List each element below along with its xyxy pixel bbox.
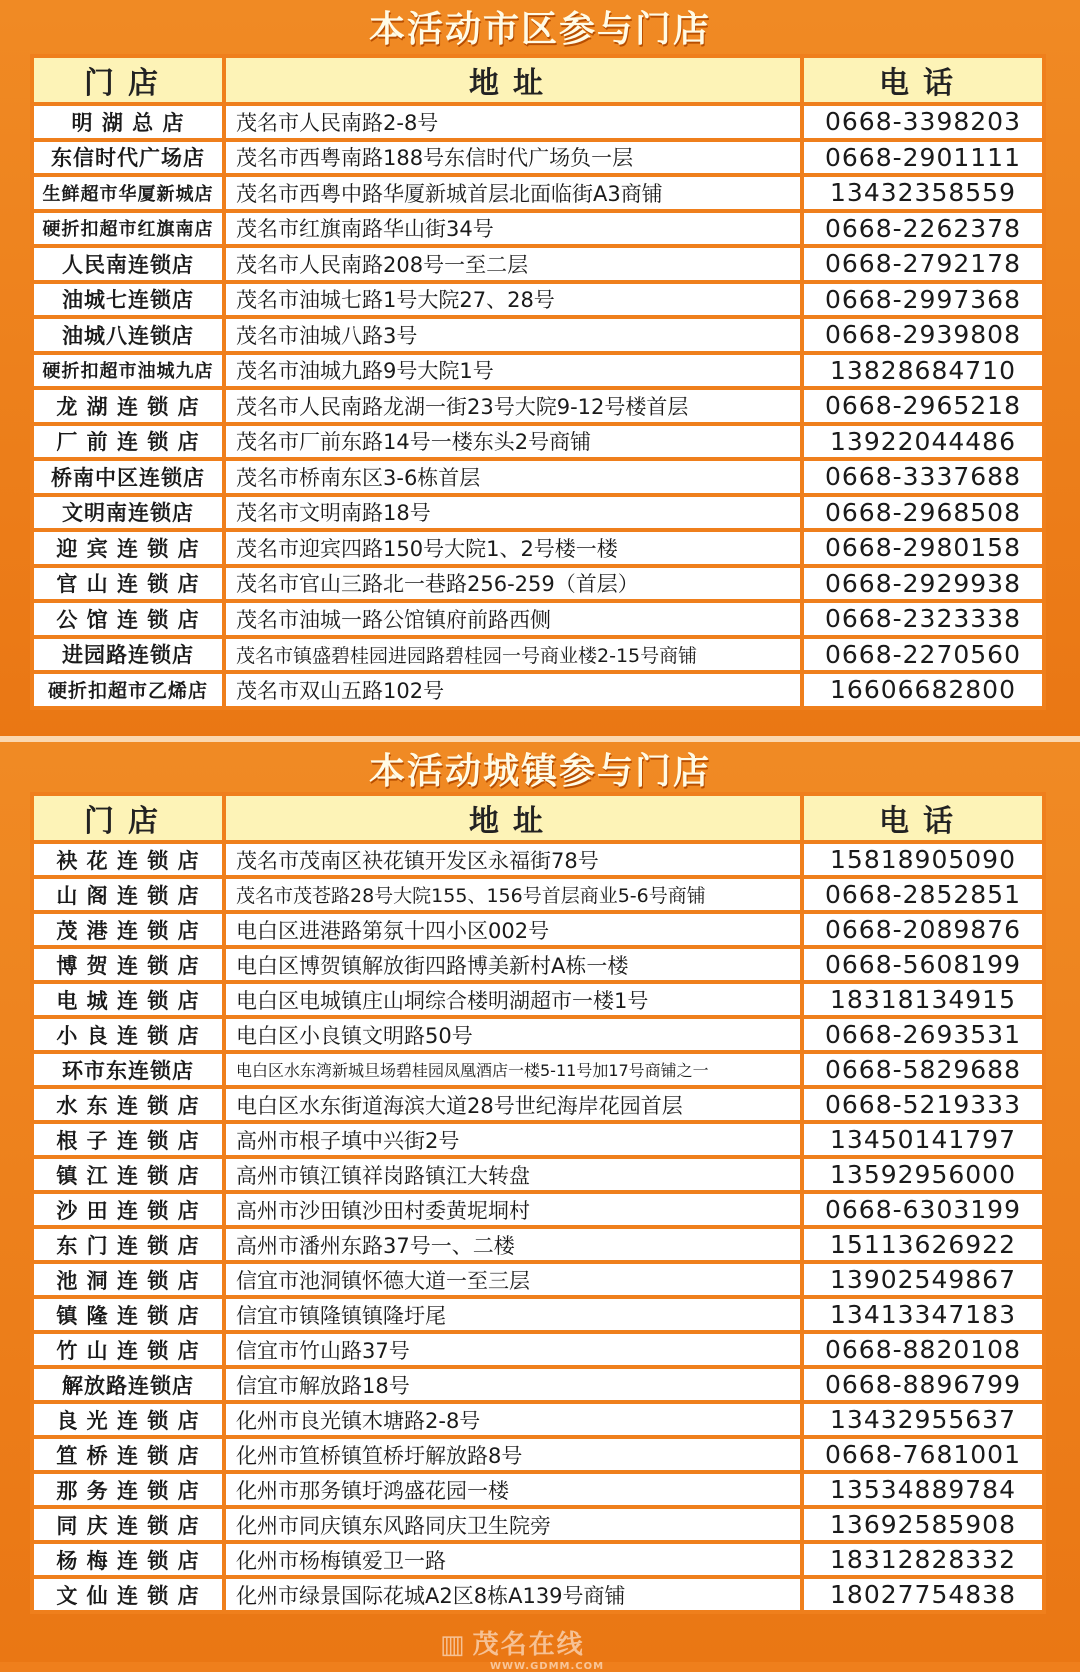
store-phone: 0668-2939808 [804, 319, 1042, 351]
store-name: 镇 江 连 锁 店 [34, 1159, 222, 1190]
store-name: 厂 前 连 锁 店 [34, 426, 222, 458]
store-address: 茂名市桥南东区3-6栋首层 [226, 461, 800, 493]
table-row [34, 1369, 1042, 1400]
store-name: 根 子 连 锁 店 [34, 1124, 222, 1155]
table-row [34, 284, 1042, 316]
table-row [34, 603, 1042, 635]
table-row [34, 355, 1042, 387]
table-row [34, 984, 1042, 1015]
table-row [34, 177, 1042, 209]
store-name: 博 贺 连 锁 店 [34, 949, 222, 980]
store-address: 化州市那务镇圩鸿盛花园一楼 [226, 1474, 800, 1505]
store-phone: 15113626922 [804, 1229, 1042, 1260]
store-address: 茂名市油城八路3号 [226, 319, 800, 351]
store-phone: 13592956000 [804, 1159, 1042, 1190]
store-name: 人民南连锁店 [34, 248, 222, 280]
store-phone: 0668-2852851 [804, 879, 1042, 910]
table-row [34, 1579, 1042, 1610]
store-address: 茂名市人民南路2-8号 [226, 106, 800, 138]
store-name: 硬折扣超市乙烯店 [34, 674, 222, 706]
store-address: 电白区水东湾新城旦场碧桂园凤凰酒店一楼5-11号加17号商铺之一 [226, 1054, 800, 1085]
store-phone: 0668-8896799 [804, 1369, 1042, 1400]
store-phone: 0668-2089876 [804, 914, 1042, 945]
store-name: 水 东 连 锁 店 [34, 1089, 222, 1120]
store-address: 化州市同庆镇东风路同庆卫生院旁 [226, 1509, 800, 1540]
store-phone: 0668-8820108 [804, 1334, 1042, 1365]
store-address: 电白区博贺镇解放街四路博美新村A栋一楼 [226, 949, 800, 980]
store-name: 龙 湖 连 锁 店 [34, 390, 222, 422]
store-name: 官 山 连 锁 店 [34, 568, 222, 600]
city-stores-section [0, 0, 1080, 738]
store-name: 文明南连锁店 [34, 497, 222, 529]
table-row [34, 390, 1042, 422]
store-name: 油城七连锁店 [34, 284, 222, 316]
store-address: 高州市镇江镇祥岗路镇江大转盘 [226, 1159, 800, 1190]
table-row [34, 639, 1042, 671]
table-row [34, 1229, 1042, 1260]
table-row [34, 1474, 1042, 1505]
table-row [34, 497, 1042, 529]
building-logo-icon: ▥ [440, 1630, 467, 1660]
table-row [34, 1404, 1042, 1435]
table-row [34, 1509, 1042, 1540]
store-phone: 0668-2997368 [804, 284, 1042, 316]
column-header-address: 地址 [226, 796, 800, 840]
store-address: 高州市沙田镇沙田村委黄坭垌村 [226, 1194, 800, 1225]
table-row [34, 568, 1042, 600]
store-name: 镇 隆 连 锁 店 [34, 1299, 222, 1330]
store-phone: 0668-6303199 [804, 1194, 1042, 1225]
table-row [34, 674, 1042, 706]
store-phone: 15818905090 [804, 844, 1042, 875]
store-name: 进园路连锁店 [34, 639, 222, 671]
table-row [34, 106, 1042, 138]
store-address: 茂名市厂前东路14号一楼东头2号商铺 [226, 426, 800, 458]
table-row [34, 844, 1042, 875]
store-phone: 13922044486 [804, 426, 1042, 458]
store-phone: 0668-2693531 [804, 1019, 1042, 1050]
store-address: 电白区小良镇文明路50号 [226, 1019, 800, 1050]
store-phone: 0668-5219333 [804, 1089, 1042, 1120]
table-row [34, 1439, 1042, 1470]
table-row [34, 914, 1042, 945]
store-phone: 0668-2901111 [804, 142, 1042, 174]
store-phone: 18318134915 [804, 984, 1042, 1015]
store-name: 生鲜超市华厦新城店 [34, 177, 222, 209]
store-address: 信宜市镇隆镇镇隆圩尾 [226, 1299, 800, 1330]
store-name: 明 湖 总 店 [34, 106, 222, 138]
store-phone: 0668-5608199 [804, 949, 1042, 980]
table-row [34, 426, 1042, 458]
store-name: 竹 山 连 锁 店 [34, 1334, 222, 1365]
store-phone: 0668-2262378 [804, 213, 1042, 245]
city-section-title: 本活动市区参与门店 [368, 9, 711, 50]
watermark-text: 茂名在线 [472, 1630, 585, 1660]
store-address: 茂名市人民南路龙湖一街23号大院9-12号楼首层 [226, 390, 800, 422]
column-header-phone: 电话 [804, 58, 1042, 102]
store-name: 茂 港 连 锁 店 [34, 914, 222, 945]
store-name: 袂 花 连 锁 店 [34, 844, 222, 875]
column-header-store: 门店 [34, 58, 222, 102]
store-address: 茂名市官山三路北一巷路256-259（首层） [226, 568, 800, 600]
store-address: 化州市笪桥镇笪桥圩解放路8号 [226, 1439, 800, 1470]
store-address: 信宜市池洞镇怀德大道一至三层 [226, 1264, 800, 1295]
table-row [34, 1019, 1042, 1050]
table-row [34, 1124, 1042, 1155]
table-row [34, 1299, 1042, 1330]
store-name: 迎 宾 连 锁 店 [34, 532, 222, 564]
store-address: 茂名市油城九路9号大院1号 [226, 355, 800, 387]
store-name: 东 门 连 锁 店 [34, 1229, 222, 1260]
store-address: 茂名市红旗南路华山街34号 [226, 213, 800, 245]
store-name: 解放路连锁店 [34, 1369, 222, 1400]
table-row [34, 319, 1042, 351]
store-address: 化州市绿景国际花城A2区8栋A139号商铺 [226, 1579, 800, 1610]
store-address: 茂名市镇盛碧桂园进园路碧桂园一号商业楼2-15号商铺 [226, 639, 800, 671]
store-phone: 16606682800 [804, 674, 1042, 706]
store-phone: 0668-3337688 [804, 461, 1042, 493]
store-phone: 13534889784 [804, 1474, 1042, 1505]
town-stores-table [30, 792, 1046, 1614]
store-name: 杨 梅 连 锁 店 [34, 1544, 222, 1575]
table-row [34, 1194, 1042, 1225]
store-phone: 0668-7681001 [804, 1439, 1042, 1470]
table-row [34, 142, 1042, 174]
table-header-row [34, 796, 1042, 840]
store-name: 池 洞 连 锁 店 [34, 1264, 222, 1295]
store-name: 硬折扣超市红旗南店 [34, 213, 222, 245]
table-row [34, 1334, 1042, 1365]
store-phone: 13432955637 [804, 1404, 1042, 1435]
site-watermark [440, 1624, 604, 1672]
store-address: 化州市杨梅镇爱卫一路 [226, 1544, 800, 1575]
table-row [34, 949, 1042, 980]
store-name: 那 务 连 锁 店 [34, 1474, 222, 1505]
store-phone: 13432358559 [804, 177, 1042, 209]
store-phone: 13828684710 [804, 355, 1042, 387]
store-address: 电白区进港路第氛十四小区002号 [226, 914, 800, 945]
store-phone: 0668-5829688 [804, 1054, 1042, 1085]
store-name: 沙 田 连 锁 店 [34, 1194, 222, 1225]
table-row [34, 1089, 1042, 1120]
store-name: 桥南中区连锁店 [34, 461, 222, 493]
store-address: 电白区水东街道海滨大道28号世纪海岸花园首层 [226, 1089, 800, 1120]
store-phone: 0668-2968508 [804, 497, 1042, 529]
store-address: 化州市良光镇木塘路2-8号 [226, 1404, 800, 1435]
store-phone: 13413347183 [804, 1299, 1042, 1330]
table-row [34, 532, 1042, 564]
town-section-title: 本活动城镇参与门店 [368, 751, 711, 792]
store-address: 茂名市茂苍路28号大院155、156号首层商业5-6号商铺 [226, 879, 800, 910]
store-name: 文 仙 连 锁 店 [34, 1579, 222, 1610]
store-phone: 13902549867 [804, 1264, 1042, 1295]
store-address: 信宜市竹山路37号 [226, 1334, 800, 1365]
store-address: 茂名市西粤中路华厦新城首层北面临街A3商铺 [226, 177, 800, 209]
store-name: 良 光 连 锁 店 [34, 1404, 222, 1435]
city-stores-table [30, 54, 1046, 710]
store-phone: 0668-2929938 [804, 568, 1042, 600]
store-address: 电白区电城镇庄山垌综合楼明湖超市一楼1号 [226, 984, 800, 1015]
table-row [34, 1544, 1042, 1575]
store-name: 环市东连锁店 [34, 1054, 222, 1085]
column-header-phone: 电话 [804, 796, 1042, 840]
store-address: 茂名市油城七路1号大院27、28号 [226, 284, 800, 316]
store-address: 茂名市文明南路18号 [226, 497, 800, 529]
store-name: 电 城 连 锁 店 [34, 984, 222, 1015]
store-name: 小 良 连 锁 店 [34, 1019, 222, 1050]
column-header-store: 门店 [34, 796, 222, 840]
store-phone: 18312828332 [804, 1544, 1042, 1575]
table-row [34, 213, 1042, 245]
table-row [34, 248, 1042, 280]
store-name: 公 馆 连 锁 店 [34, 603, 222, 635]
store-name: 山 阁 连 锁 店 [34, 879, 222, 910]
table-row [34, 1054, 1042, 1085]
store-phone: 0668-2965218 [804, 390, 1042, 422]
store-name: 笪 桥 连 锁 店 [34, 1439, 222, 1470]
table-row [34, 461, 1042, 493]
store-name: 同 庆 连 锁 店 [34, 1509, 222, 1540]
store-phone: 0668-2980158 [804, 532, 1042, 564]
store-address: 信宜市解放路18号 [226, 1369, 800, 1400]
store-address: 茂名市双山五路102号 [226, 674, 800, 706]
store-address: 茂名市人民南路208号一至二层 [226, 248, 800, 280]
store-name: 硬折扣超市油城九店 [34, 355, 222, 387]
column-header-address: 地址 [226, 58, 800, 102]
store-phone: 0668-2270560 [804, 639, 1042, 671]
store-name: 油城八连锁店 [34, 319, 222, 351]
store-phone: 13450141797 [804, 1124, 1042, 1155]
store-address: 茂名市油城一路公馆镇府前路西侧 [226, 603, 800, 635]
store-phone: 0668-3398203 [804, 106, 1042, 138]
store-name: 东信时代广场店 [34, 142, 222, 174]
store-address: 高州市根子填中兴街2号 [226, 1124, 800, 1155]
store-phone: 13692585908 [804, 1509, 1042, 1540]
watermark-url: WWW.GDMM.COM [490, 1661, 605, 1672]
town-stores-section [0, 742, 1080, 1662]
store-address: 茂名市迎宾四路150号大院1、2号楼一楼 [226, 532, 800, 564]
store-address: 茂名市茂南区袂花镇开发区永福街78号 [226, 844, 800, 875]
table-row [34, 1159, 1042, 1190]
table-header-row [34, 58, 1042, 102]
table-row [34, 1264, 1042, 1295]
table-row [34, 879, 1042, 910]
store-phone: 0668-2323338 [804, 603, 1042, 635]
store-address: 茂名市西粤南路188号东信时代广场负一层 [226, 142, 800, 174]
store-phone: 18027754838 [804, 1579, 1042, 1610]
store-phone: 0668-2792178 [804, 248, 1042, 280]
store-address: 高州市潘州东路37号一、二楼 [226, 1229, 800, 1260]
